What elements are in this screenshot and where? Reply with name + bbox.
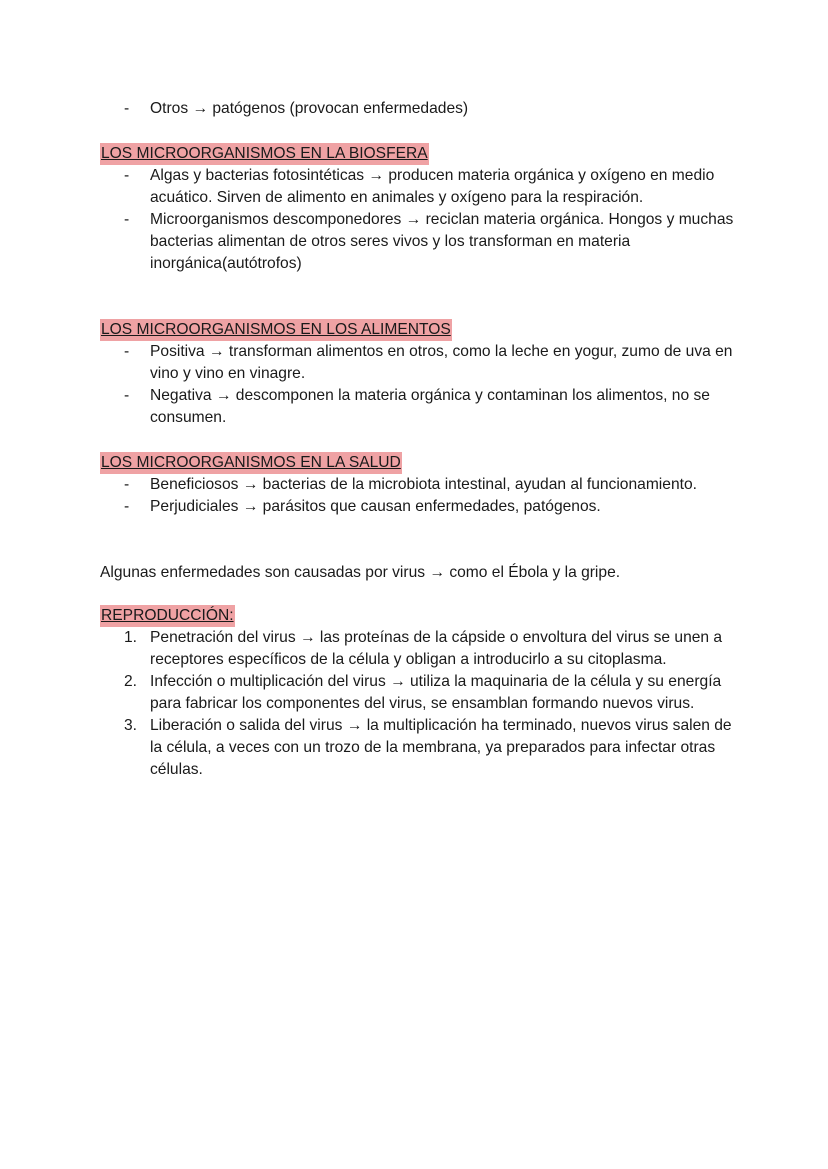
list-item [0, 627, 740, 671]
virus-note: Algunas enfermedades son causadas por virus → como el Ébola y la gripe. [100, 564, 621, 581]
bullet-marker: - [124, 387, 130, 404]
section-heading-salud: LOS MICROORGANISMOS EN LA SALUD [100, 452, 402, 474]
list-item [0, 671, 740, 715]
list-item [0, 209, 740, 275]
bullet-marker: - [124, 167, 130, 184]
bullet-marker: - [124, 211, 130, 228]
list-item-text: Perjudiciales → parásitos que causan enfermedades, patógenos. [150, 498, 601, 515]
list-item-text: Liberación o salida del virus → la multiplicación ha terminado, nuevos virus salen de la célula, a veces con un trozo de la membrana, ya preparados para infectar otras células. [150, 717, 732, 778]
list-item [0, 341, 740, 385]
list-item-text: Infección o multiplicación del virus → utiliza la maquinaria de la célula y su energía para fabricar los componentes del virus, se ensamblan formando nuevos virus. [150, 673, 722, 712]
list-item [0, 385, 740, 429]
number-marker: 3. [124, 717, 138, 734]
bullet-marker: - [124, 100, 130, 117]
number-marker: 2. [124, 673, 138, 690]
list-item-text: Beneficiosos → bacterias de la microbiota intestinal, ayudan al funcionamiento. [150, 476, 697, 493]
salud-list [0, 474, 828, 518]
bullet-marker: - [124, 476, 130, 493]
biosfera-list [0, 165, 828, 275]
list-item-text: Penetración del virus → las proteínas de la cápside o envoltura del virus se unen a receptores específicos de la célula y obligan a introducirlo a su citoplasma. [150, 629, 723, 668]
section-heading-alimentos: LOS MICROORGANISMOS EN LOS ALIMENTOS [100, 319, 452, 341]
intro-list [0, 98, 828, 120]
section-heading-reproduccion: REPRODUCCIÓN: [100, 605, 235, 627]
bullet-marker: - [124, 498, 130, 515]
alimentos-list [0, 341, 828, 429]
list-item-text: Microorganismos descomponedores → reciclan materia orgánica. Hongos y muchas bacterias alimentan de otros seres vivos y los transforman en materia inorgánica(autótrofos) [150, 211, 734, 272]
list-item-text: Negativa → descomponen la materia orgánica y contaminan los alimentos, no se consumen. [150, 387, 710, 426]
list-item [0, 98, 740, 120]
list-item [0, 496, 740, 518]
list-item-text: Positiva → transforman alimentos en otros, como la leche en yogur, zumo de uva en vino y vino en vinagre. [150, 343, 733, 382]
reproduccion-list [0, 627, 828, 781]
list-item [0, 165, 740, 209]
section-heading-biosfera: LOS MICROORGANISMOS EN LA BIOSFERA [100, 143, 429, 165]
number-marker: 1. [124, 629, 138, 646]
list-item-text: Algas y bacterias fotosintéticas → producen materia orgánica y oxígeno en medio acuático. Sirven de alimento en animales y oxígeno para la respiración. [150, 167, 715, 206]
list-item-text: Otros → patógenos (provocan enfermedades) [150, 100, 469, 117]
bullet-marker: - [124, 343, 130, 360]
list-item [0, 715, 740, 781]
list-item [0, 474, 740, 496]
